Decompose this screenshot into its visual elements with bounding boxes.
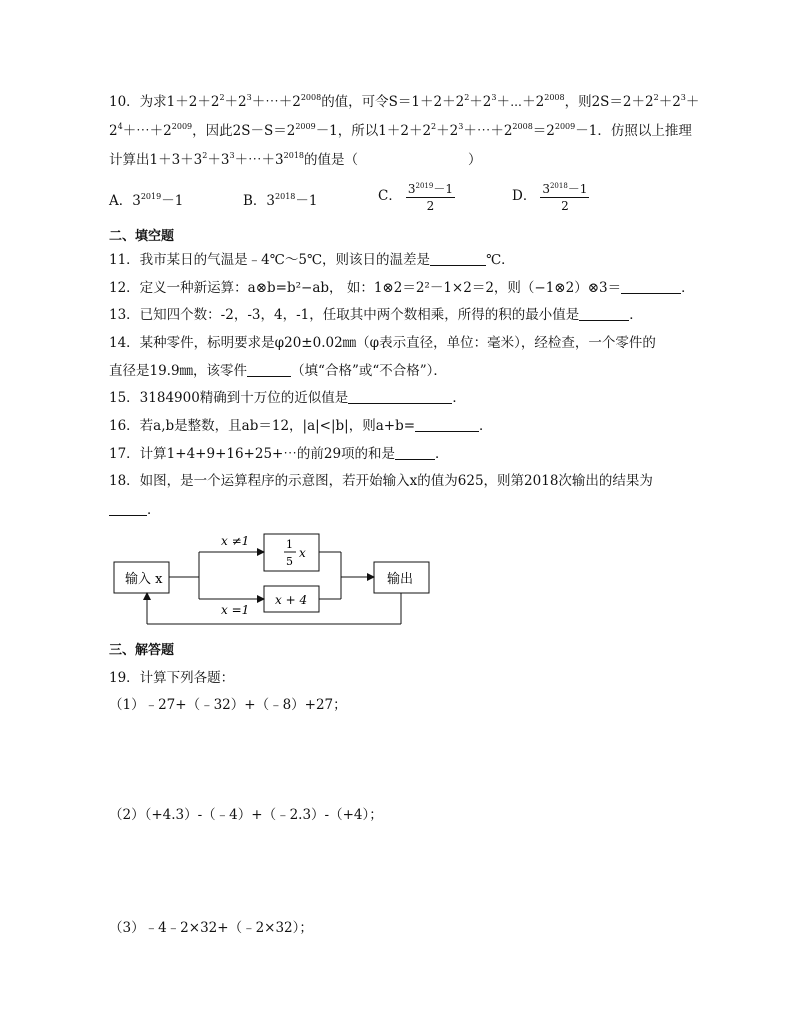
fraction-variable: x xyxy=(299,546,306,560)
answer-blank xyxy=(415,417,479,432)
q19-stem: 19．计算下列各题： xyxy=(109,670,235,686)
option-c-fraction: $\frac{3^{2019}-1}{2}$ xyxy=(406,178,455,214)
option-b: B．$3^{2018}-1$ xyxy=(243,192,318,209)
answer-blank xyxy=(395,445,435,460)
answer-blank xyxy=(621,279,681,294)
answer-blank xyxy=(348,389,452,404)
q15: 15．3184900精确到十万位的近似值是 ． xyxy=(109,390,466,406)
q14-line-2: 直径是19.9㎜，该零件 （填“合格”或“不合格”）． xyxy=(109,363,447,379)
option-c: C． $\frac{3^{2019}-1}{2}$ xyxy=(378,178,455,214)
q16: 16．若a,b是整数，且ab＝12，|a|<|b|，则a+b= ． xyxy=(109,418,493,434)
q19-part-2: （2）（+4.3）-（﹣4）+（﹣2.3）-（+4）； xyxy=(109,807,383,823)
condition-equals-one: x =1 xyxy=(221,603,250,617)
q12: 12．定义一种新运算：a⊗b=b²−ab， 如：1⊗2＝2²－1×2＝2，则（−1⊗2）⊗3＝ ． xyxy=(109,280,695,296)
fraction-numerator: 1 xyxy=(286,538,293,551)
input-label: 输入 x xyxy=(125,572,163,587)
output-label: 输出 xyxy=(387,572,414,587)
condition-not-one: x ≠1 xyxy=(221,534,250,548)
q13: 13．已知四个数：-2，-3，4，-1，任取其中两个数相乘，所得的积的最小值是 ． xyxy=(109,307,643,323)
q14-line-1: 14．某种零件，标明要求是φ20±0.02㎜（φ表示直径，单位：毫米），经检查，一个零件的 xyxy=(109,335,656,351)
option-d: D． $\frac{3^{2018}-1}{2}$ xyxy=(512,178,589,214)
q11: 11．我市某日的气温是﹣4℃～5℃，则该日的温差是 ℃． xyxy=(109,252,515,268)
option-a: A．$3^{2019}-1$ xyxy=(109,192,184,209)
fraction-denominator: 5 xyxy=(286,555,293,568)
q10-line-1: 10．为求$1+2+2^2+2^3+\cdots+2^{2008}$的值，可令$S=1+2+2^2+2^3+\cdots+2^{2008}$，则$2S=2+2^2+2^3+$ xyxy=(109,93,700,110)
add-four-expression: x + 4 xyxy=(275,593,308,607)
q19-part-3: （3）﹣4﹣2×32+（﹣2×32）； xyxy=(109,920,313,936)
q18-line-1: 18．如图，是一个运算程序的示意图，若开始输入x的值为625，则第2018次输出的结果为 xyxy=(109,473,653,489)
program-flow-diagram xyxy=(109,531,434,631)
option-d-fraction: $\frac{3^{2018}-1}{2}$ xyxy=(540,178,589,214)
answer-blank xyxy=(247,362,291,377)
q19-part-1: （1）﹣27+（﹣32）+（﹣8）+27； xyxy=(109,697,347,713)
q10-line-2: $2^4+\cdots+2^{2009}$，因此$2S-S=2^{2009}-1$，所以$1+2+2^2+2^3+\cdots+2^{2008}=2^{2009}-1$．仿照以上推理 xyxy=(109,122,692,139)
answer-blank xyxy=(579,306,629,321)
answer-blank xyxy=(430,251,486,266)
section-fill-in-title: 二、填空题 xyxy=(109,229,175,244)
section-solve-title: 三、解答题 xyxy=(109,643,175,658)
answer-blank xyxy=(109,501,147,516)
q18-line-2: ． xyxy=(109,500,161,520)
q17: 17．计算1+4+9+16+25+⋯的前29项的和是 ． xyxy=(109,446,449,462)
q10-line-3: 计算出$1+3+3^2+3^3+\cdots+3^{2018}$的值是（ ） xyxy=(109,151,482,168)
